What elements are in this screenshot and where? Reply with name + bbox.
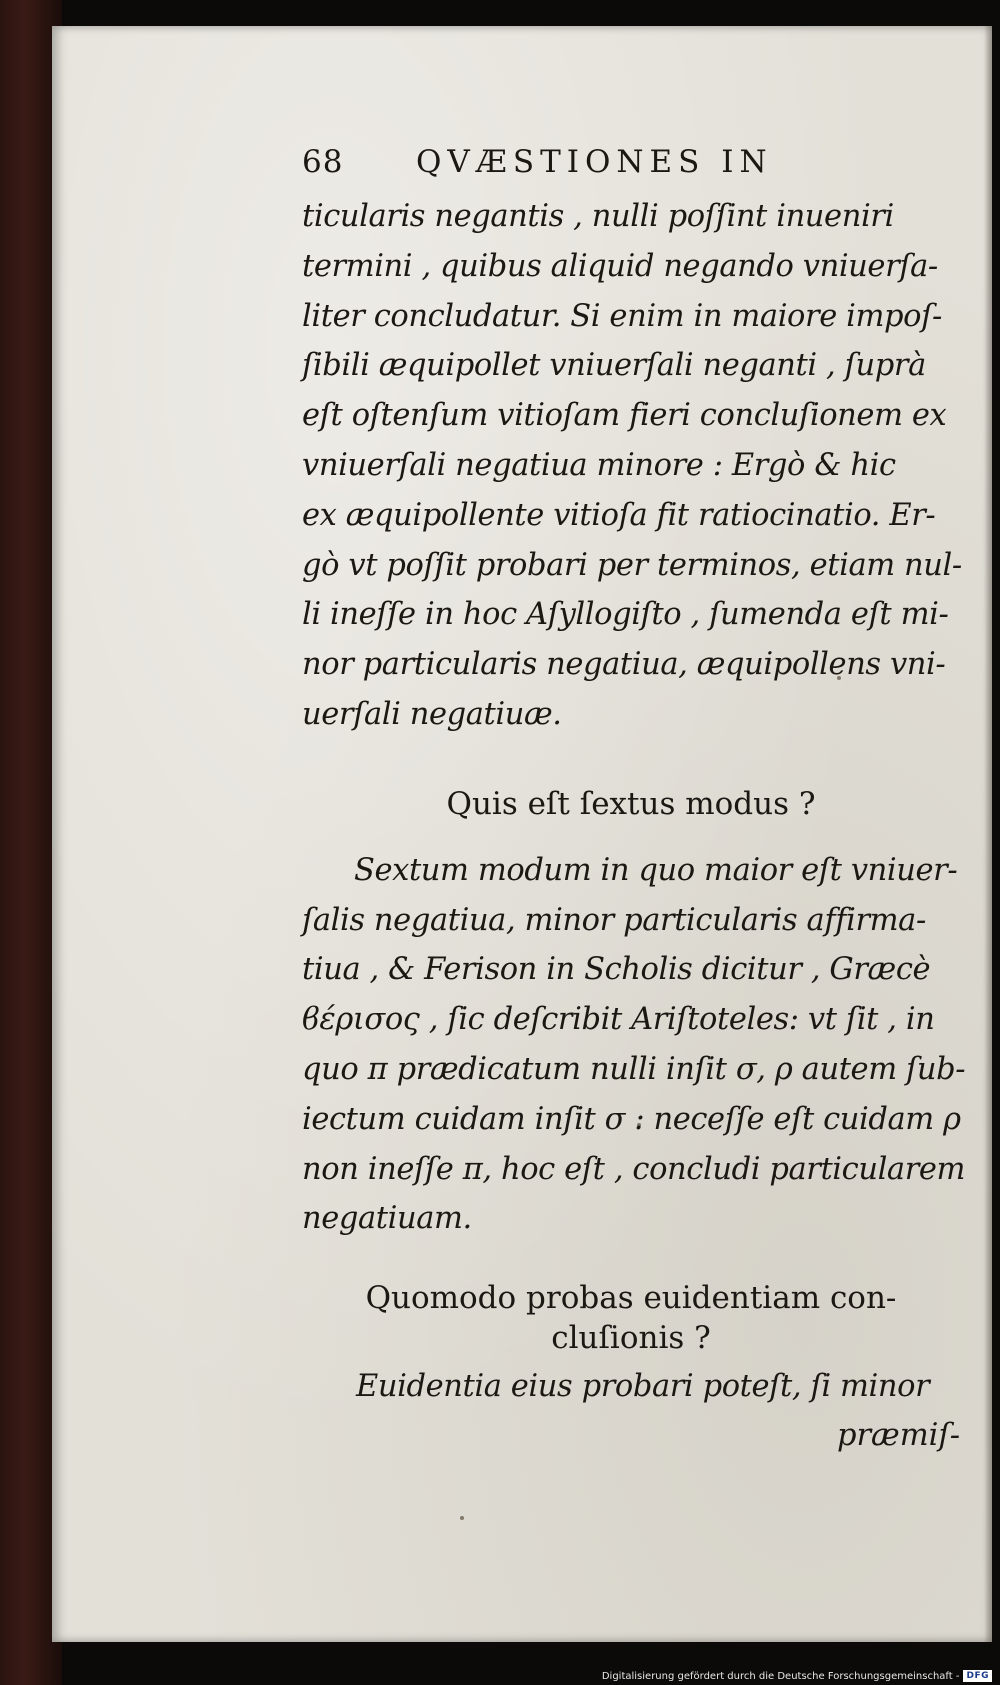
heading-line: Quomodo probas euidentiam con- [365,1280,897,1317]
text-line: tiua , & Ferison in Scholis dicitur , Græcè [302,952,931,988]
text-line: negatiuam. [302,1201,472,1237]
text-line: ϐέρισος , ſic deſcribit Ariſtoteles: vt ſit , in [302,1002,935,1038]
text-line: ticularis negantis , nulli poſſint inueniri [302,199,894,234]
dfg-logo: DFG [963,1670,992,1682]
text-line: eſt oſtenſum vitioſam fieri concluſionem ex [302,398,947,434]
text-line: ſalis negatiua, minor particularis affirma- [302,902,926,938]
text-line: nor particularis negatiua, æquipollens vni- [302,647,946,683]
text-line: Euidentia eius probari poteſt, ſi minor [356,1369,930,1405]
text-line: Sextum modum in quo maior eſt vniuer- [354,852,958,888]
catchword: præmiſ- [836,1417,960,1453]
running-header [302,144,960,192]
paragraph-1 [302,192,960,740]
digitization-credit [602,1670,992,1682]
paragraph-2 [302,846,966,1244]
text-line: quo π prædicatum nulli inſit σ, ρ autem ſub- [302,1051,966,1087]
question-heading-2 [302,1278,960,1358]
text-line: iectum cuidam inſit σ : neceſſe eſt cuidam ρ [302,1101,961,1137]
text-block [302,144,966,1460]
text-line: vniuerſali negatiua minore : Ergò & hic [302,447,896,483]
text-line: non ineſſe π, hoc eſt , concludi particularem [302,1151,966,1187]
page-edge [984,26,992,1642]
running-title: QVÆSTIONES IN [416,144,773,180]
book-page [52,26,992,1642]
text-line: li ineſſe in hoc Aſyllogiſto , ſumenda eſt mi- [302,597,949,633]
question-heading-1: Quis eſt ſextus modus ? [446,785,816,822]
text-line: gò vt poſſit probari per terminos, etiam nul- [302,547,962,583]
paragraph-3 [302,1362,960,1412]
text-line: ſibili æquipollet vniuerſali neganti , ſuprà [302,348,926,384]
credit-text: Digitalisierung gefördert durch die Deutsche Forschungsgemeinschaft - [601,1670,960,1682]
text-line: uerſali negatiuæ. [302,696,562,732]
page-number: 68 [302,144,344,180]
text-line: liter concludatur. Si enim in maiore impoſ- [302,298,942,334]
heading-line: cluſionis ? [551,1320,711,1357]
ink-speck [460,1516,464,1520]
text-line: termini , quibus aliquid negando vniuerſa- [302,248,938,284]
text-line: ex æquipollente vitioſa fit ratiocinatio. Er- [302,497,936,533]
